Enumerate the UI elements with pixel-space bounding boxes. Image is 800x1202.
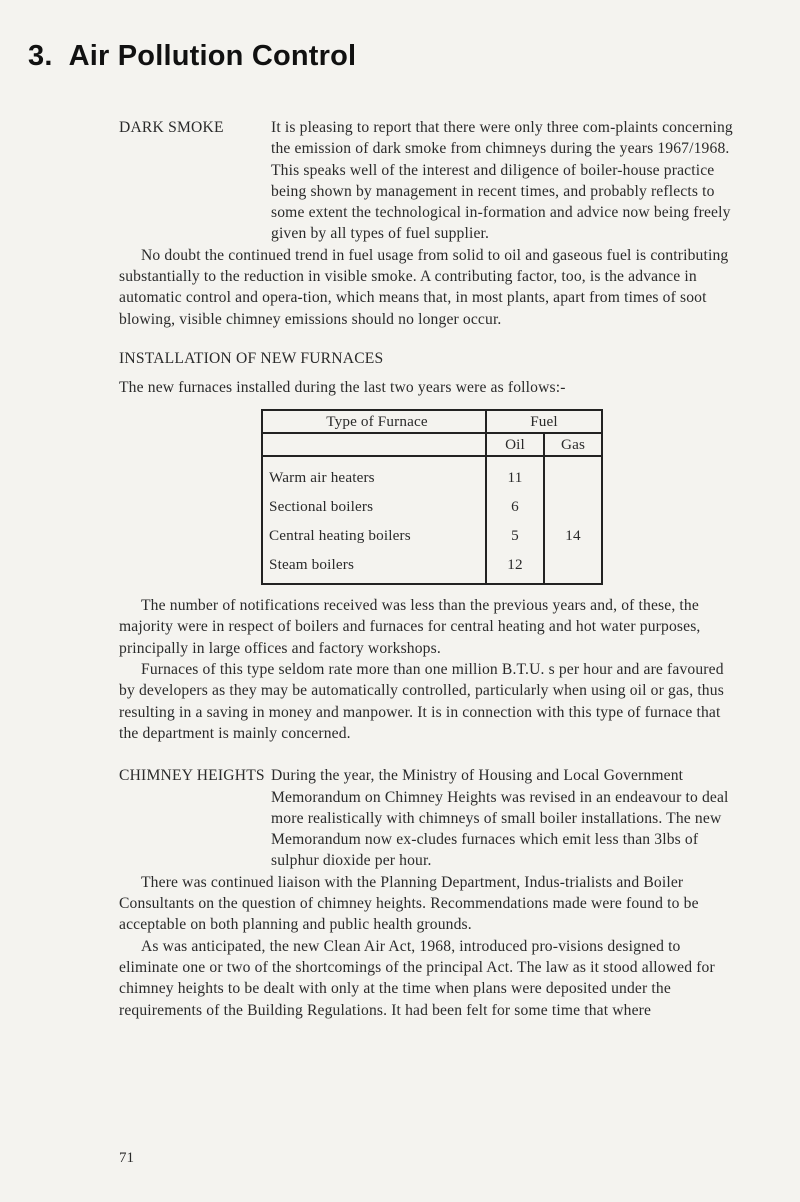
section-heading — [28, 40, 356, 73]
table-row — [262, 550, 602, 584]
furnace-type-cell: Steam boilers — [262, 550, 486, 584]
dark-smoke-paragraph-2: No doubt the continued trend in fuel usage from solid to oil and gaseous fuel is contributing substantially to the reduction in visible smoke. A contributing factor, too, is the advance in automatic control and opera-tion, which means that, in most plants, apart from times of soot blowing, visible chimney emissions should no longer occur. — [119, 246, 729, 328]
chimney-paragraph-2: There was continued liaison with the Planning Department, Indus-trialists and Boiler Consultants on the question of chimney heights. Recommendations made were found to be acceptable on both planning and public health grounds. — [119, 873, 699, 934]
oil-count-cell: 12 — [486, 550, 544, 584]
furnace-type-cell: Sectional boilers — [262, 492, 486, 521]
oil-count-cell: 11 — [486, 456, 544, 492]
dark-smoke-text-1: It is pleasing to report that there were only three com-plaints concerning the emission of dark smoke from chimneys during the years 1967/1968. This speaks well of the interest and diligence of boiler-house practice being shown by management in recent times, and probably reflects to some extent the technological in-formation and advice now being freely given by all types of fuel supplier. — [271, 119, 733, 243]
installation-title: INSTALLATION OF NEW FURNACES — [119, 349, 384, 367]
document-body — [119, 117, 739, 1021]
installation-paragraph-1: The number of notifications received was less than the previous years and, of these, the majority were in respect of boilers and furnaces for central heating and hot water purposes, principally in large offices and factory workshops. — [119, 597, 701, 657]
col-type-subheader — [262, 433, 486, 456]
oil-count-cell: 6 — [486, 492, 544, 521]
col-type-header: Type of Furnace — [262, 410, 486, 433]
gas-count-cell — [544, 492, 602, 521]
col-fuel-header: Fuel — [486, 410, 602, 433]
section-number: 3. — [28, 40, 53, 72]
col-gas-header: Gas — [544, 433, 602, 456]
installation-paragraph-2: Furnaces of this type seldom rate more than one million B.T.U. s per hour and are favoured by developers as they may be automatically controlled, particularly when using oil or gas, thus resulting in a saving in money and manpower. It is in connection with this type of furnace that the department is mainly concerned. — [119, 661, 724, 742]
chimney-paragraph-1 — [119, 765, 739, 871]
col-oil-header: Oil — [486, 433, 544, 456]
installation-intro: The new furnaces installed during the last two years were as follows:- — [119, 379, 566, 397]
section-title: Air Pollution Control — [68, 40, 357, 72]
gas-count-cell — [544, 550, 602, 584]
dark-smoke-label: DARK SMOKE — [119, 119, 224, 136]
table-row — [262, 456, 602, 492]
furnace-table — [261, 409, 603, 586]
table-row — [262, 492, 602, 521]
furnace-type-cell: Central heating boilers — [262, 521, 486, 550]
page-number: 71 — [119, 1150, 134, 1166]
oil-count-cell: 5 — [486, 521, 544, 550]
chimney-text-1: During the year, the Ministry of Housing and Local Government Memorandum on Chimney Heights was revised in an endeavour to deal more realistically with chimneys of small boiler installations. The new Memorandum now ex-cludes furnaces which emit less than 3lbs of sulphur dioxide per hour. — [271, 767, 729, 870]
gas-count-cell: 14 — [544, 521, 602, 550]
chimney-label: CHIMNEY HEIGHTS — [119, 767, 265, 785]
table-row — [262, 521, 602, 550]
gas-count-cell — [544, 456, 602, 492]
furnace-type-cell: Warm air heaters — [262, 456, 486, 492]
chimney-paragraph-3: As was anticipated, the new Clean Air Act, 1968, introduced pro-visions designed to eliminate one or two of the shortcomings of the principal Act. The law as it stood allowed for chimney heights to be dealt with only at the time when plans were deposited under the requirements of the Building Regulations. It had been felt for some time that where — [119, 937, 715, 1019]
dark-smoke-paragraph-1 — [119, 117, 739, 245]
